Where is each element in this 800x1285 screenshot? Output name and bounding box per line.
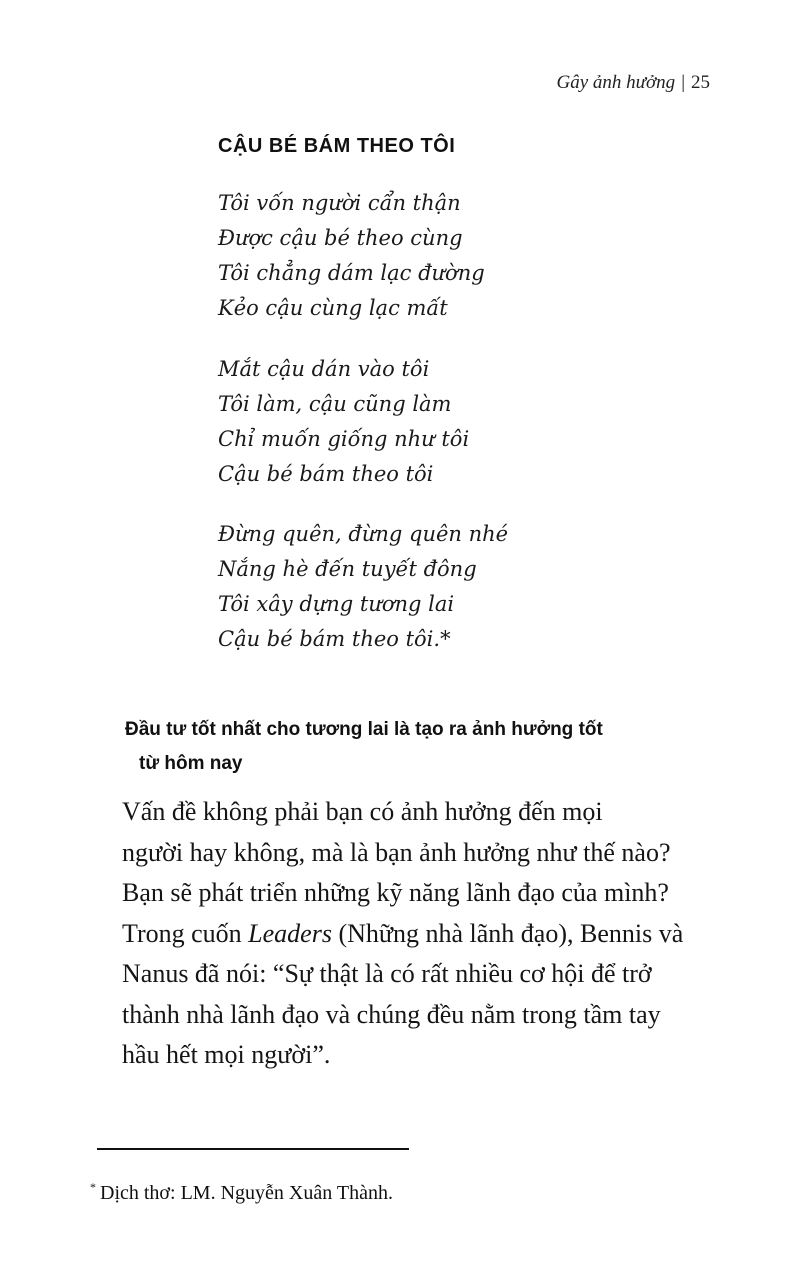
- body-text-segment: (Những nhà lãnh đạo), Bennis và: [331, 918, 684, 948]
- body-line: hầu hết mọi người”.: [122, 1040, 331, 1069]
- body-line: [122, 914, 722, 955]
- body-paragraph: [122, 792, 722, 1076]
- poem-line: Chỉ muốn giống như tôi: [218, 427, 470, 451]
- body-line: người hay không, mà là bạn ảnh hưởng như thế nào?: [122, 837, 671, 867]
- footnote-marker: *: [90, 1180, 96, 1194]
- body-line: Nanus đã nói: “Sự thật là có rất nhiều cơ hội để trở: [122, 959, 652, 988]
- body-line: Vấn đề không phải bạn có ảnh hưởng đến mọi: [122, 797, 603, 826]
- body-line: thành nhà lãnh đạo và chúng đều nằm trong tầm tay: [122, 999, 661, 1029]
- poem-line: Tôi chẳng dám lạc đường: [218, 261, 485, 285]
- body-line: Bạn sẽ phát triển những kỹ năng lãnh đạo của mình?: [122, 878, 669, 907]
- poem-line: Được cậu bé theo cùng: [218, 226, 463, 250]
- poem-stanza-2: [218, 352, 469, 492]
- poem-line: Tôi xây dựng tương lai: [218, 592, 455, 616]
- poem-stanza-3: [218, 517, 508, 657]
- running-header: [557, 72, 710, 94]
- book-title-leaders: Leaders: [248, 918, 332, 948]
- poem-stanza-1: [218, 186, 485, 326]
- footnote-text: Dịch thơ: LM. Nguyễn Xuân Thành.: [100, 1182, 393, 1204]
- poem-line: Mắt cậu dán vào tôi: [218, 357, 430, 381]
- running-title: Gây ảnh hưởng: [556, 72, 676, 93]
- section-heading: [125, 713, 745, 781]
- footnote: [90, 1180, 393, 1205]
- body-text-segment: Trong cuốn: [122, 918, 249, 948]
- poem-line: Tôi làm, cậu cũng làm: [218, 392, 452, 416]
- page-number: 25: [691, 72, 710, 93]
- section-heading-line-1: Đầu tư tốt nhất cho tương lai là tạo ra ảnh hưởng tốt: [125, 719, 603, 740]
- poem-title: CẬU BÉ BÁM THEO TÔI: [218, 135, 456, 157]
- header-separator: |: [681, 72, 685, 93]
- footnote-divider: [97, 1148, 409, 1150]
- poem-line: Tôi vốn người cẩn thận: [218, 191, 461, 215]
- poem-line: Đừng quên, đừng quên nhé: [218, 522, 509, 546]
- poem-line: Cậu bé bám theo tôi: [218, 462, 434, 486]
- poem-line: Kẻo cậu cùng lạc mất: [218, 296, 448, 320]
- poem-line: Nắng hè đến tuyết đông: [218, 557, 477, 581]
- section-heading-line-2: từ hôm nay: [139, 753, 243, 774]
- poem-line: Cậu bé bám theo tôi.*: [218, 627, 451, 651]
